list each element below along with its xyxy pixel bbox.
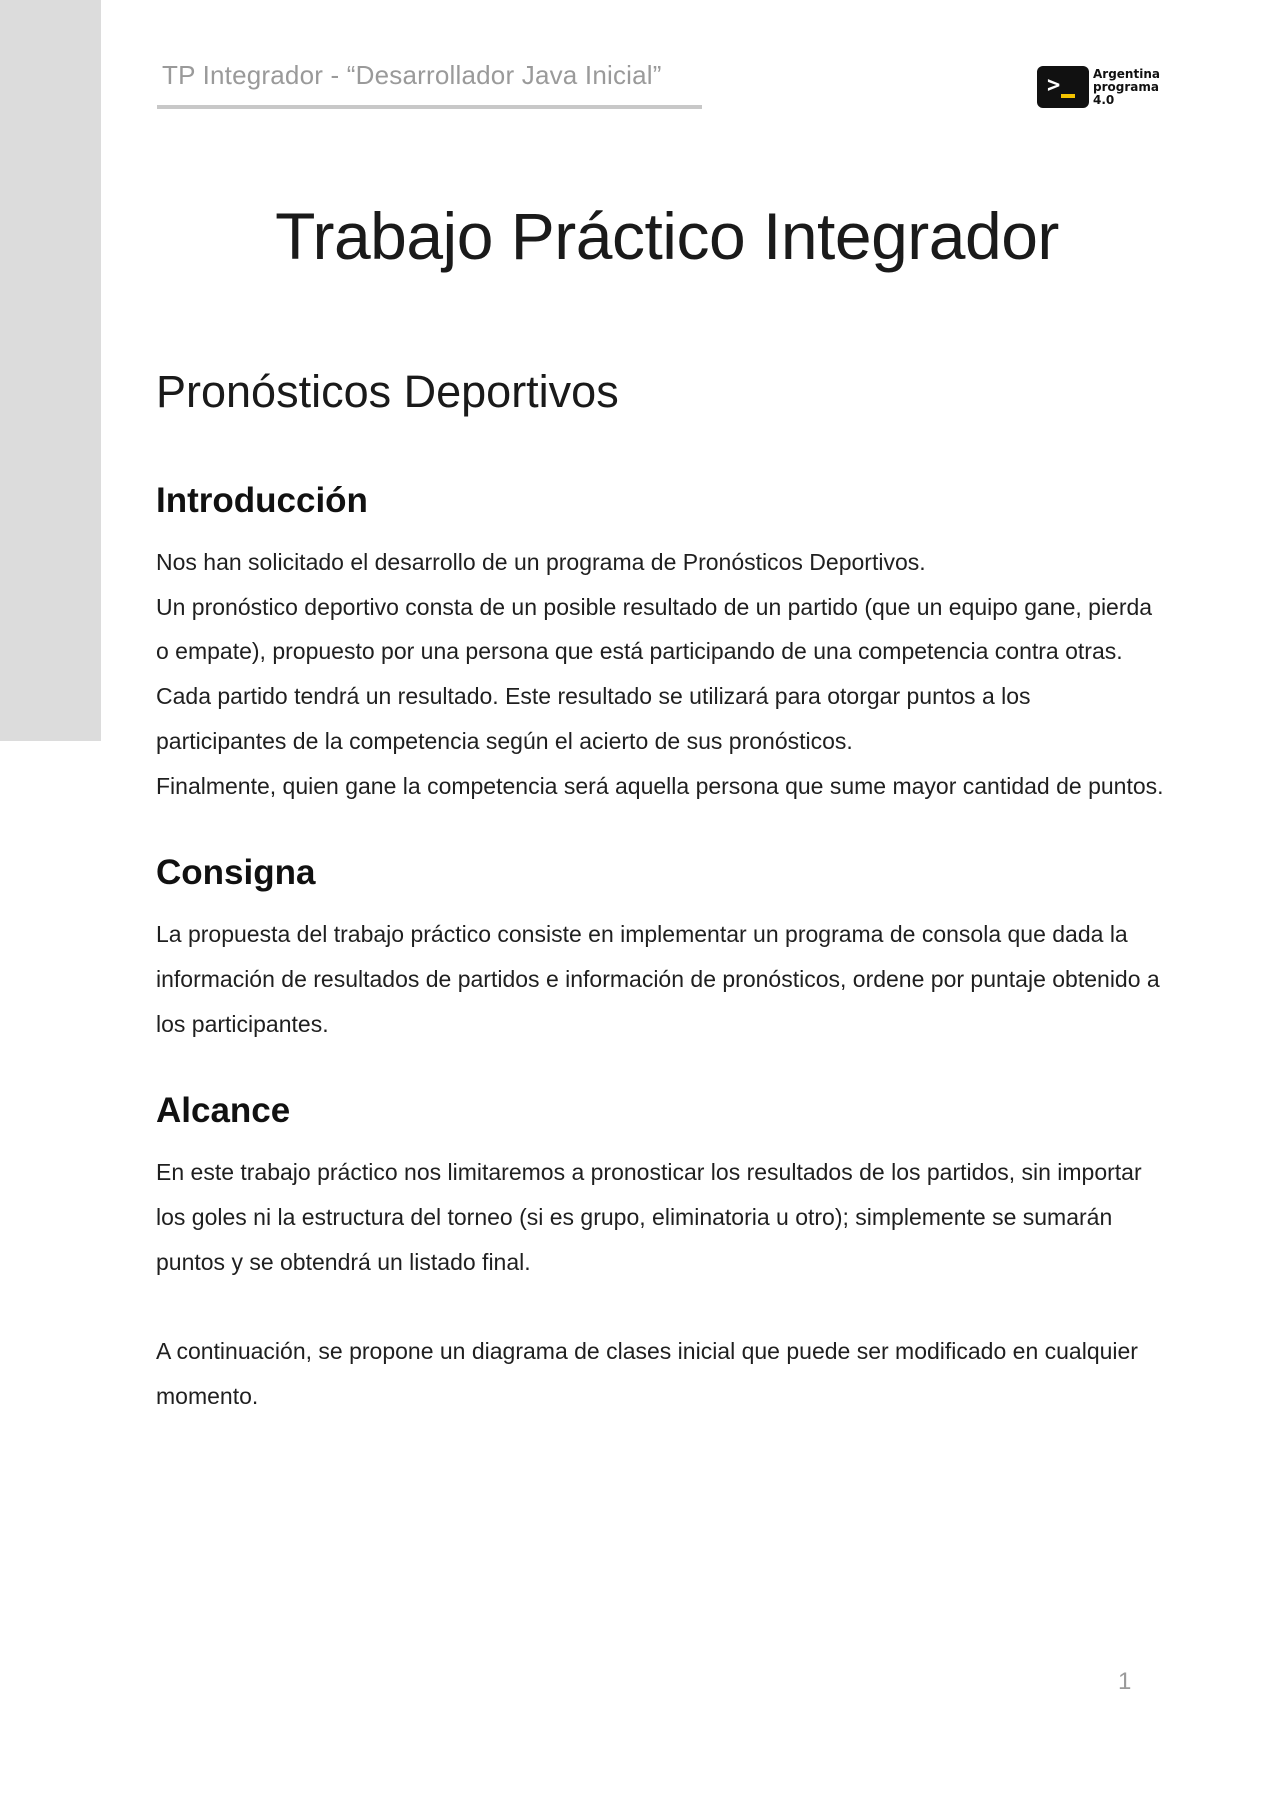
section-consigna xyxy=(156,852,1166,1046)
paragraph: En este trabajo práctico nos limitaremos a pronosticar los resultados de los partidos, sin importar los goles ni la estructura del torneo (si es grupo, eliminatoria u otro); simplemente se sumarán puntos y se obtendrá un listado final. xyxy=(156,1159,1142,1275)
argentina-programa-logo xyxy=(1037,66,1160,108)
document-body xyxy=(156,480,1166,1419)
logo-text xyxy=(1093,68,1160,107)
logo-line-3: 4.0 xyxy=(1093,92,1115,107)
section-heading: Introducción xyxy=(156,481,368,520)
paragraph: A continuación, se propone un diagrama de clases inicial que puede ser modificado en cualquier momento. xyxy=(156,1338,1138,1409)
paragraph: Un pronóstico deportivo consta de un posible resultado de un partido (que un equipo gane, pierda o empate), propuesto por una persona que está participando de una competencia contra otras. xyxy=(156,593,1153,665)
section-alcance xyxy=(156,1090,1166,1418)
paragraph: Cada partido tendrá un resultado. Este resultado se utilizará para otorgar puntos a los participantes de la competencia según el acierto de sus pronósticos. xyxy=(156,683,1031,754)
document-subtitle: Pronósticos Deportivos xyxy=(156,366,619,417)
paragraph: Finalmente, quien gane la competencia será aquella persona que sume mayor cantidad de puntos. xyxy=(156,772,1164,799)
section-heading: Consigna xyxy=(156,853,316,893)
logo-line-1: Argentina xyxy=(1093,66,1160,81)
paragraph: Nos han solicitado el desarrollo de un programa de Pronósticos Deportivos. xyxy=(156,549,926,575)
page-header xyxy=(157,60,702,109)
page-number: 1 xyxy=(1118,1668,1132,1695)
terminal-prompt-icon: > xyxy=(1037,66,1089,108)
header-divider xyxy=(157,105,702,109)
logo-line-2: programa xyxy=(1093,79,1159,94)
paragraph: La propuesta del trabajo práctico consiste en implementar un programa de consola que dada la información de resultados de partidos e información de pronósticos, ordene por puntaje obtenido a los participantes. xyxy=(156,921,1160,1037)
header-title: TP Integrador - “Desarrollador Java Inicial” xyxy=(162,60,662,90)
section-introduccion xyxy=(156,480,1166,808)
side-decoration-band xyxy=(0,0,101,741)
document-title: Trabajo Práctico Integrador xyxy=(275,199,1059,273)
section-heading: Alcance xyxy=(156,1091,291,1131)
